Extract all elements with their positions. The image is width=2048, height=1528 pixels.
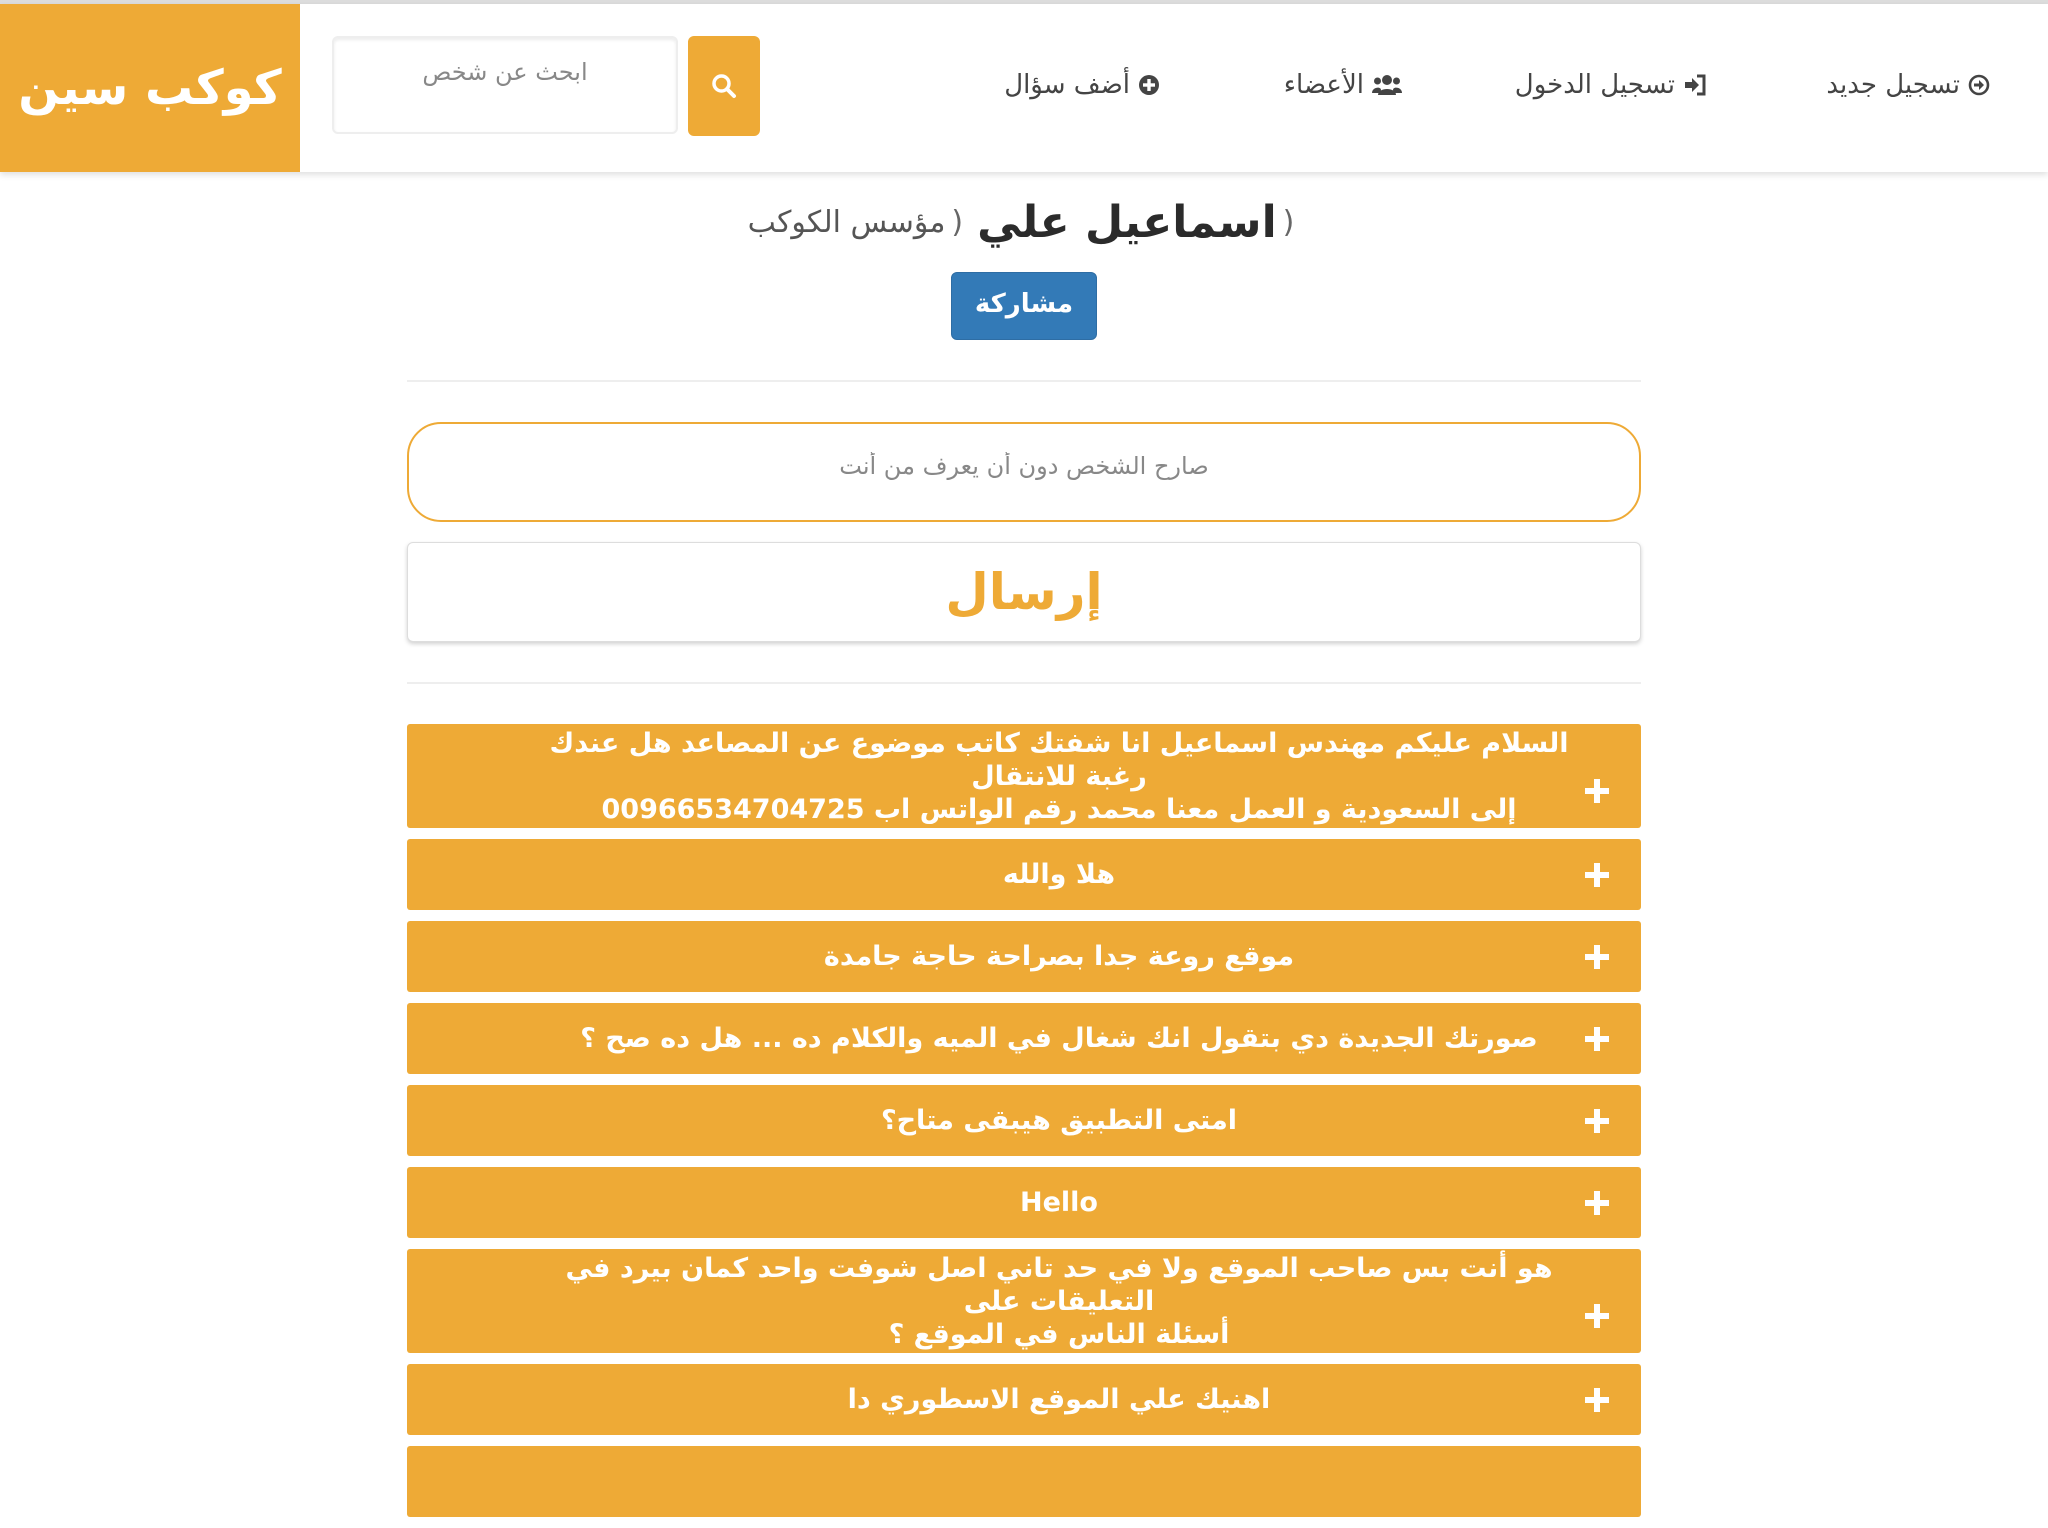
question-text: هو أنت بس صاحب الموقع ولا في حد تاني اصل شوفت واحد كمان بيرد في التعليقات على أسئلة الناس في الموقع ؟ <box>565 1252 1553 1350</box>
sign-in-icon <box>1683 74 1707 96</box>
question-item[interactable] <box>407 1167 1641 1238</box>
plus-icon[interactable] <box>1585 1109 1609 1133</box>
nav-register-label: تسجيل جديد <box>1826 70 1960 100</box>
plus-icon[interactable] <box>1585 779 1609 803</box>
search-button[interactable] <box>688 36 760 136</box>
brand-logo[interactable] <box>0 4 300 172</box>
divider-bottom <box>407 682 1641 684</box>
nav-add-question-label: أضف سؤال <box>1004 70 1130 100</box>
nav-register[interactable] <box>1820 60 1990 110</box>
brand-name: كوكب سين <box>18 60 282 116</box>
profile-role: مؤسس الكوكب <box>747 204 946 240</box>
plus-icon[interactable] <box>1585 1027 1609 1051</box>
question-item[interactable] <box>407 839 1641 910</box>
navbar <box>0 4 2048 172</box>
question-text: موقع روعة جدا بصراحة حاجة جامدة <box>823 941 1295 972</box>
profile-name: اسماعيل علي <box>977 196 1277 248</box>
profile-header <box>0 192 2048 252</box>
paren-close: ( <box>951 204 964 240</box>
plus-icon[interactable] <box>1585 1191 1609 1215</box>
question-item[interactable] <box>407 1003 1641 1074</box>
question-item[interactable] <box>407 1085 1641 1156</box>
plus-icon[interactable] <box>1585 945 1609 969</box>
users-icon <box>1372 73 1402 97</box>
question-text: امتى التطبيق هيبقى متاح؟ <box>880 1105 1238 1136</box>
questions-list <box>407 724 1641 1528</box>
nav-members[interactable] <box>1272 60 1402 110</box>
search-input[interactable] <box>332 36 678 134</box>
plus-icon[interactable] <box>1585 1304 1609 1328</box>
plus-icon[interactable] <box>1585 863 1609 887</box>
question-item[interactable] <box>407 724 1641 828</box>
nav-login-label: تسجيل الدخول <box>1514 70 1675 100</box>
nav-login[interactable] <box>1507 60 1707 110</box>
divider-top <box>407 380 1641 382</box>
question-text: صورتك الجديدة دي بتقول انك شغال في الميه والكلام ده ... هل ده صح ؟ <box>580 1023 1538 1054</box>
plus-icon[interactable] <box>1585 1388 1609 1412</box>
nav-add-question[interactable] <box>1000 60 1160 110</box>
share-button[interactable]: مشاركة <box>951 272 1097 340</box>
nav-members-label: الأعضاء <box>1283 70 1364 100</box>
question-text: السلام عليكم مهندس اسماعيل انا شفتك كاتب موضوع عن المصاعد هل عندك رغبة للانتقال إلى السعودية و العمل معنا محمد رقم الواتس اب 00966534704725 <box>549 727 1569 825</box>
message-input[interactable] <box>407 422 1641 522</box>
paren-open: ( <box>1282 204 1295 240</box>
question-item[interactable] <box>407 1446 1641 1517</box>
question-item[interactable] <box>407 1249 1641 1353</box>
circle-arrow-icon <box>1968 74 1990 96</box>
question-item[interactable] <box>407 1364 1641 1435</box>
search-icon <box>711 73 737 99</box>
plus-circle-icon <box>1138 74 1160 96</box>
send-button[interactable]: إرسال <box>407 542 1641 642</box>
question-text: هلا والله <box>1002 859 1116 890</box>
question-item[interactable] <box>407 921 1641 992</box>
question-text: اهنيك علي الموقع الاسطوري دا <box>847 1384 1271 1415</box>
question-text: Hello <box>1020 1187 1098 1218</box>
